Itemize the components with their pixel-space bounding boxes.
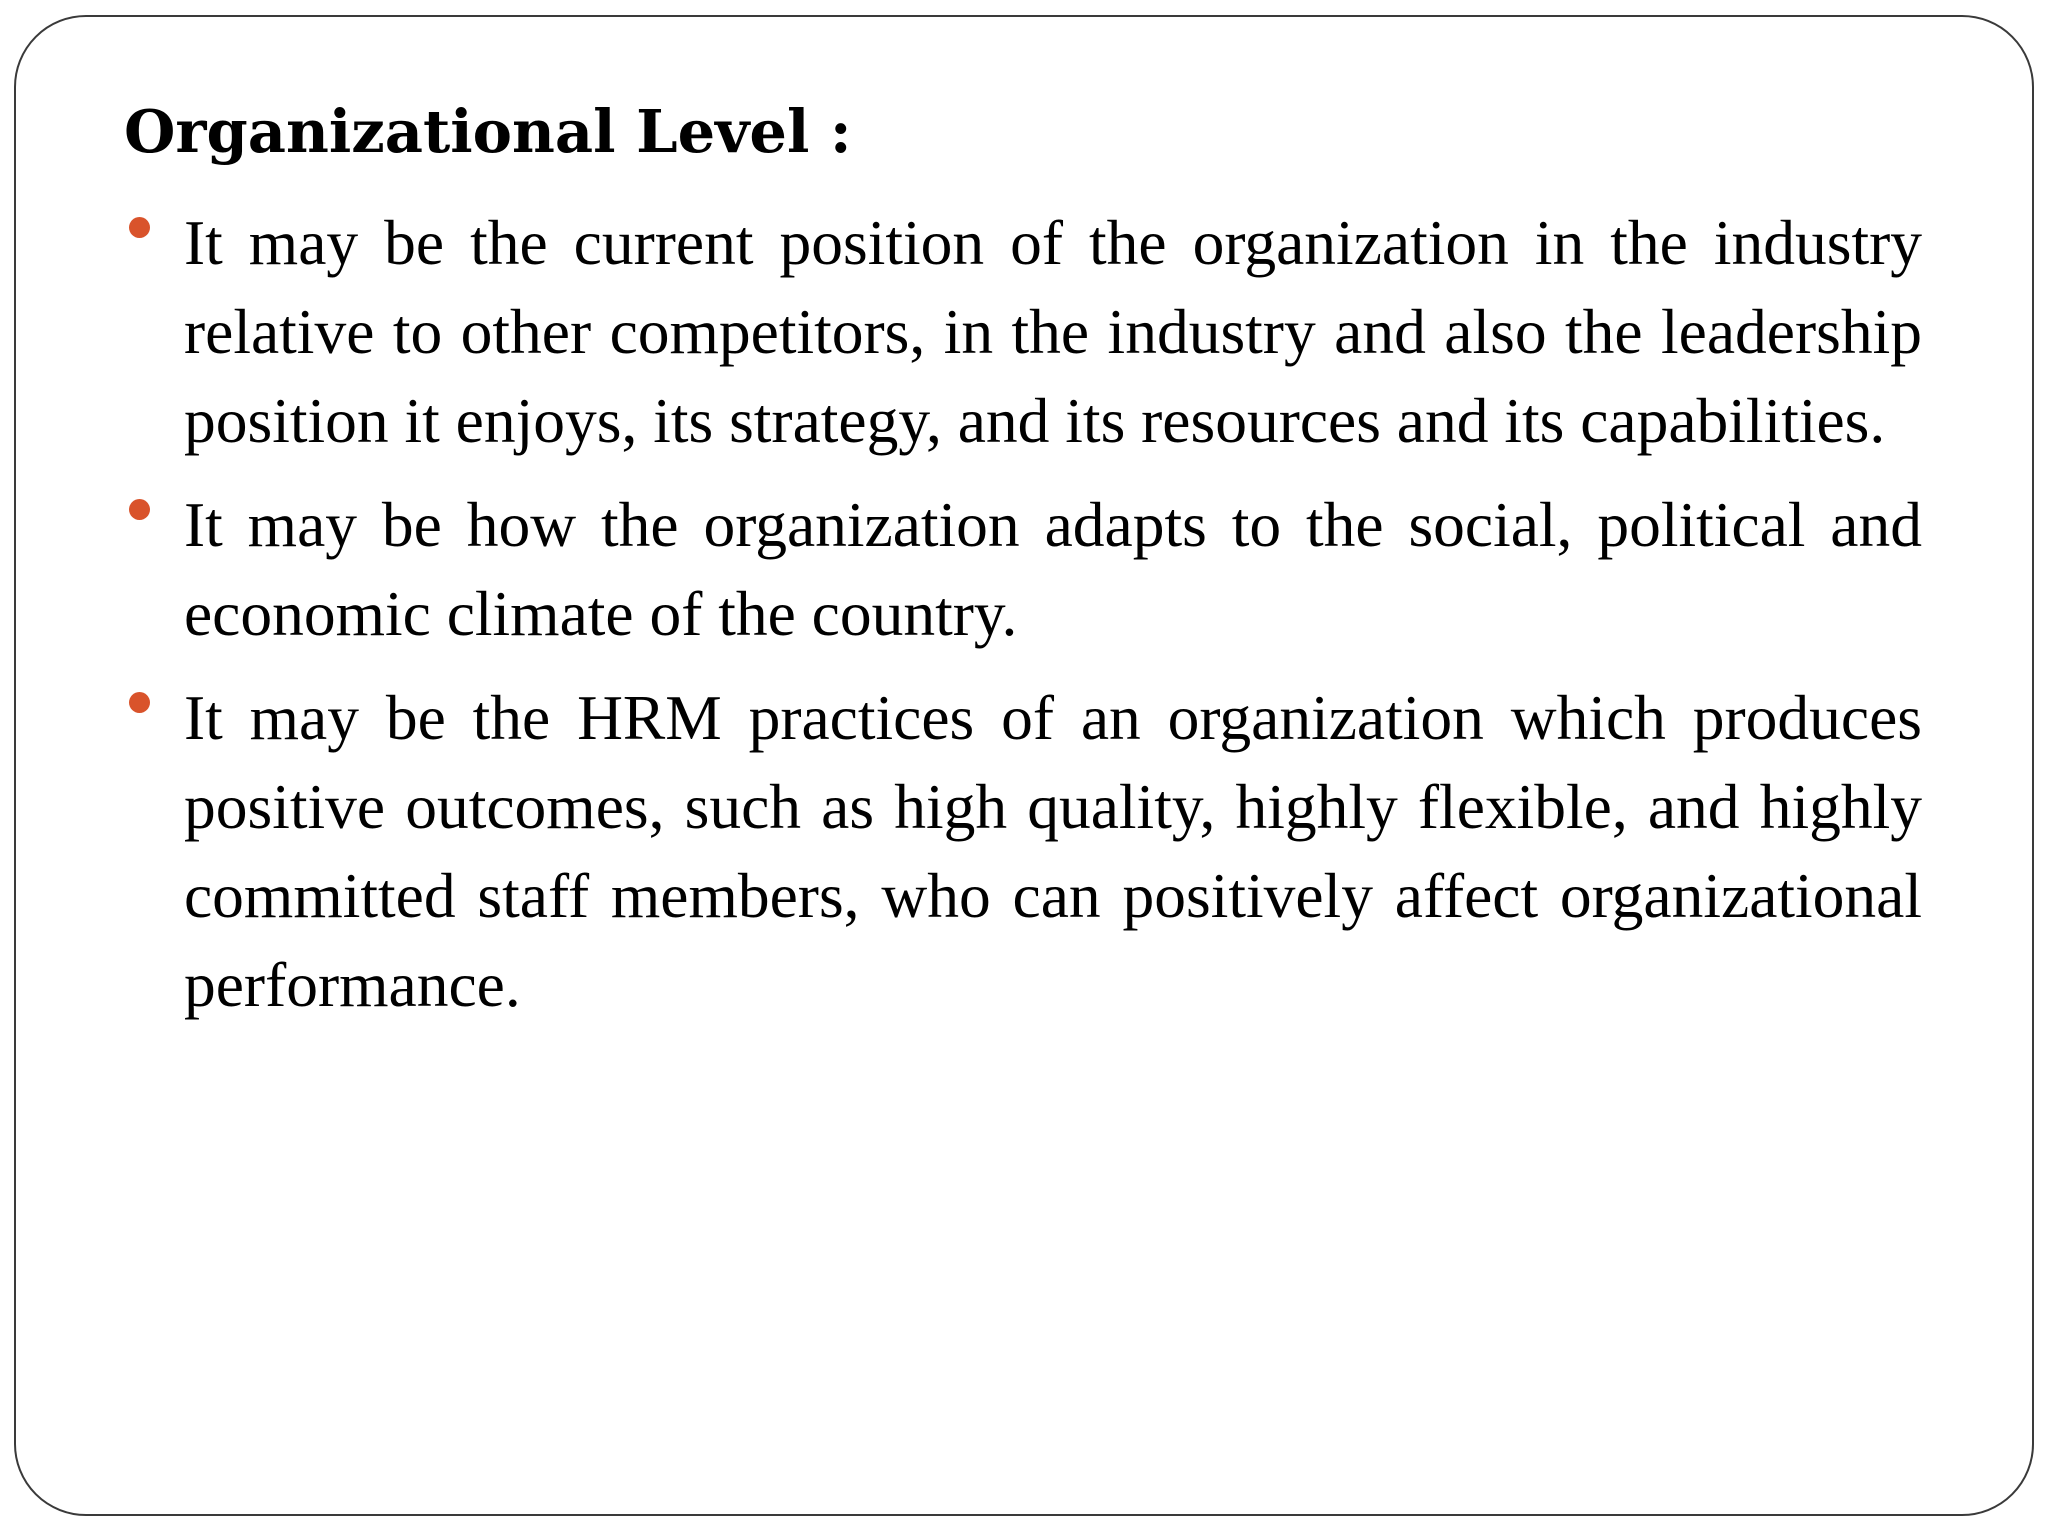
bullet-item [124,198,1922,465]
bullet-item [124,673,1922,1029]
slide-title: Organizational Level : [124,97,852,166]
bullet-item [124,480,1922,658]
bullet-dot-icon [129,692,150,713]
bullet-dot-icon [129,499,150,520]
bullet-dot-icon [129,217,150,238]
bullet-text: It may be the current position of the organization in the industry relative to other competitors, in the industry and also the leadership position it enjoys, its strategy, and its resources and its capabilities. [184,207,1922,456]
bullet-text: It may be the HRM practices of an organization which produces positive outcomes, such as high quality, highly flexible, and highly committed staff members, who can positively affect organizational performance. [184,682,1922,1020]
bullet-list [124,198,1922,1044]
bullet-text: It may be how the organization adapts to the social, political and economic climate of the country. [184,489,1922,649]
